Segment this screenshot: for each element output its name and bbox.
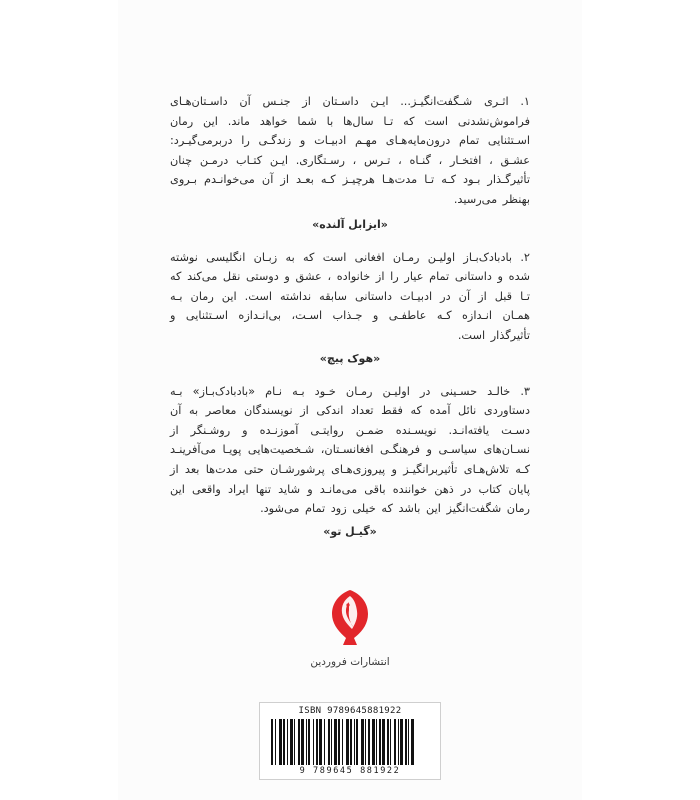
cover-scan	[118, 0, 582, 800]
blurb-area	[118, 0, 582, 585]
blurb-source-1: «ایزابل آلنده»	[312, 217, 388, 231]
publisher-logo-block	[118, 588, 582, 668]
blurb-source-3: «گیـل تو»	[323, 524, 377, 538]
publisher-name: انتشارات فروردین	[310, 656, 390, 668]
blurb-paragraph-3: ۳. خالـد حسـینی در اولیـن رمـان خـود بـه نـام «بادبادک‌بـاز» بـه دستاوردی نائل آمده که فقط تعداد اندکی از نویسندگان معاصر به آن دسـت یافته‌انـد. نویسـنده ضمـن روایتـی آموزنـده و روشـنگر از نسـان‌های سیاسـی و فرهنگـی افغانسـتان، شـخصیت‌هایی پویـا می‌آفرینـد کـه تلاش‌هـای تأثیربرانگیـز و پیروزی‌هـای پرشورشـان حتی مدت‌ها بعد از پایان کتاب در ذهن خواننده باقی می‌مانـد و شاید تنها ایراد واقعی این رمان شگفت‌انگیز این باشد که خیلی زود تمام می‌شود.	[170, 384, 530, 516]
page-edge-left	[0, 0, 118, 800]
blurb-source-2: «هوک پیچ»	[319, 351, 381, 365]
barcode-digits: 9 789645 881922	[299, 766, 401, 776]
blurb-paragraph-1: ۱. اثـری شـگفت‌انگیـز... ایـن داسـتان از جنـس آن داسـتان‌هـای فراموش‌نشدنی است که تـا سال‌ها با شما خواهد ماند. این رمان اسـتثنایی تمام درون‌مایه‌هـای مهـم ادبیـات و زندگـی را دربرمی‌گیـرد: عشـق ، افتخـار ، گنـاه ، تـرس ، رسـتگاری. ایـن کتـاب درمـن چنان تأثیرگـذار بـود کـه تـا مدت‌هـا هرچیـز کـه بعـد از آن می‌خوانـدم بـروی بهنظر می‌رسید.	[170, 95, 530, 206]
blurb-paragraph-2: ۲. بادبادک‌بـاز اولیـن رمـان افغانی است که به زبـان انگلیسی نوشته شده و داستانی تمام عیار را از خانواده ، عشق و دوستی نقل می‌کند که تـا قبل از آن در ادبیـات داستانی سابقه نداشته است. این رمان بـه همـان انـدازه کـه عاطفـی و جـذاب اسـت، بی‌انـدازه اسـتثنایی و تأثیرگذار است.	[170, 250, 530, 342]
page-edge-right	[582, 0, 700, 800]
barcode-bars	[271, 719, 429, 765]
isbn-label: ISBN 9789645881922	[298, 706, 402, 716]
swan-bird-logo-icon	[319, 588, 381, 650]
barcode-box	[259, 702, 441, 780]
